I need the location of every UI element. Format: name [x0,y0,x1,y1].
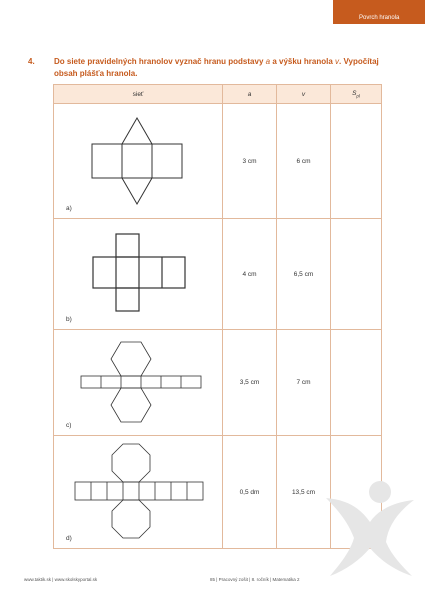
row-letter: b) [66,316,72,323]
cell-a-value: 4 cm [223,219,277,330]
col-header-v: v [277,85,331,104]
row-letter: d) [66,535,72,542]
footer-links: www.taktik.sk | www.skolskyportal.sk [24,577,98,582]
col-header-net: sieť [54,85,223,104]
net-cell-b [54,219,223,330]
cell-v-value: 13,5 cm [277,436,331,549]
col-header-spl [331,85,382,104]
publisher-logo-watermark [318,470,418,580]
hexagonal-prism-net [54,330,223,436]
footer-page-info: 85 | Pracovný zošit | 8. ročník | Matematika 2 [210,577,300,582]
task-text [54,56,394,80]
task-text-part3: . Vypočítaj obsah plášťa hranola. [54,57,379,78]
net-cell-c [54,330,223,436]
col-header-spl-sub: pl [356,93,360,99]
cell-v-value: 6 cm [277,104,331,219]
triangular-prism-net [54,104,223,219]
row-letter: c) [66,422,72,429]
table-row [54,330,382,436]
task-var-v: v [335,57,340,66]
section-title: Povrch hranola [359,15,400,21]
cell-a-value: 3 cm [223,104,277,219]
net-cell-d [54,436,223,549]
task-number: 4. [28,57,35,66]
cell-a-value: 3,5 cm [223,330,277,436]
cell-a-value: 0,5 dm [223,436,277,549]
cell-spl-value[interactable] [331,104,382,219]
net-cell-a [54,104,223,219]
cell-spl-value[interactable] [331,330,382,436]
cell-spl-value[interactable] [331,219,382,330]
task-var-a: a [265,57,271,66]
table-row [54,104,382,219]
cell-v-value: 7 cm [277,330,331,436]
section-tab [333,0,425,24]
row-letter: a) [66,205,72,212]
task-text-part2: a výšku hranola [272,57,333,66]
task-text-part1: Do siete pravidelných hranolov vyznač hranu podstavy [54,57,264,66]
cell-v-value: 6,5 cm [277,219,331,330]
col-header-a: a [223,85,277,104]
octagonal-prism-net [54,436,223,549]
table-header-row [54,85,382,104]
table-row [54,219,382,330]
square-prism-net [54,219,223,330]
col-header-spl-main: S [352,89,357,97]
